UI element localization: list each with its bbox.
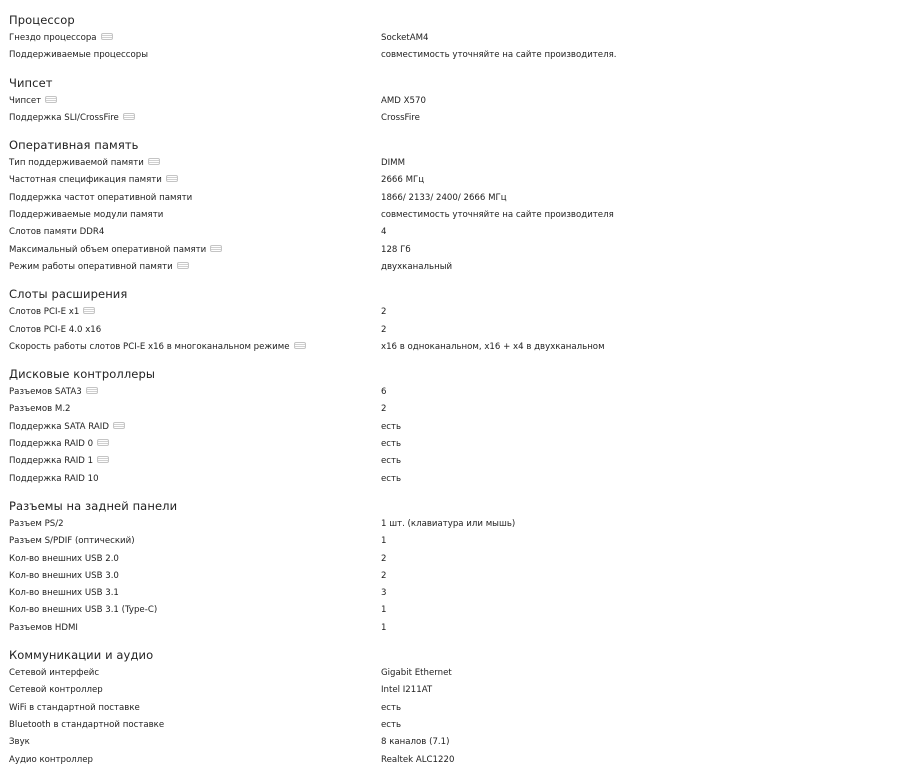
spec-row <box>9 533 904 550</box>
spec-row <box>9 620 904 637</box>
spec-name: Слотов PCI-E x1 <box>9 307 80 318</box>
spec-value: 2 <box>381 553 387 564</box>
spec-name: Звук <box>9 737 30 748</box>
spec-value: SocketAM4 <box>381 33 429 43</box>
spec-name-cell <box>9 453 381 470</box>
spec-name: Поддержка частот оперативной памяти <box>9 192 193 203</box>
spec-row <box>9 304 904 321</box>
section-rows <box>9 384 904 488</box>
hint-icon[interactable] <box>113 422 125 429</box>
spec-section <box>9 74 904 128</box>
spec-name-cell <box>9 436 381 453</box>
spec-name-cell <box>9 602 381 619</box>
spec-section <box>9 497 904 637</box>
hint-icon[interactable] <box>101 33 113 40</box>
spec-value: есть <box>381 456 402 467</box>
spec-row <box>9 436 904 453</box>
spec-name: Слотов PCI-E 4.0 x16 <box>9 324 102 335</box>
spec-row <box>9 752 904 769</box>
spec-name-cell <box>9 172 381 189</box>
spec-name-cell <box>9 384 381 401</box>
spec-value: совместимость уточняйте на сайте производителя <box>381 210 614 221</box>
spec-value: 4 <box>381 227 387 238</box>
section-rows <box>9 516 904 637</box>
spec-name-cell <box>9 700 381 717</box>
hint-icon[interactable] <box>97 456 109 463</box>
spec-row <box>9 453 904 470</box>
spec-name-cell <box>9 155 381 172</box>
spec-row <box>9 155 904 172</box>
section-title: Разъемы на задней панели <box>9 498 178 513</box>
hint-icon[interactable] <box>148 158 160 165</box>
spec-section <box>9 11 904 65</box>
spec-name: Аудио контроллер <box>9 754 93 765</box>
spec-name: Разъемов M.2 <box>9 404 71 415</box>
spec-section <box>9 285 904 356</box>
section-title: Процессор <box>9 13 75 27</box>
spec-name: Bluetooth в стандартной поставке <box>9 719 165 730</box>
spec-value: 2 <box>381 570 387 581</box>
hint-icon[interactable] <box>97 439 109 446</box>
spec-row <box>9 207 904 224</box>
spec-name: Максимальный объем оперативной памяти <box>9 244 207 255</box>
spec-value: x16 в одноканальном, x16 + x4 в двухканальном <box>381 341 605 352</box>
spec-row <box>9 30 904 47</box>
spec-row <box>9 682 904 699</box>
spec-value: 1 <box>381 622 387 633</box>
spec-value: Intel I211AT <box>381 685 433 696</box>
section-rows <box>9 155 904 276</box>
hint-icon[interactable] <box>210 245 222 252</box>
spec-value: 2 <box>381 324 387 335</box>
spec-section <box>9 136 904 276</box>
spec-name: Скорость работы слотов PCI-E x16 в многоканальном режиме <box>9 341 290 352</box>
spec-value: 1 <box>381 605 387 616</box>
spec-name-cell <box>9 419 381 436</box>
spec-name: Чипсет <box>9 95 42 106</box>
section-rows <box>9 30 904 65</box>
section-rows <box>9 665 904 769</box>
spec-value: AMD X570 <box>381 95 426 106</box>
spec-value: есть <box>381 719 402 730</box>
section-title: Оперативная память <box>9 138 139 153</box>
spec-name-cell <box>9 717 381 734</box>
spec-value: 1866/ 2133/ 2400/ 2666 МГц <box>381 192 507 203</box>
spec-row <box>9 47 904 64</box>
spec-row <box>9 401 904 418</box>
spec-name-cell <box>9 224 381 241</box>
spec-name: Частотная спецификация памяти <box>9 175 162 186</box>
spec-name-cell <box>9 110 381 127</box>
spec-row <box>9 322 904 339</box>
spec-name: Поддержка RAID 0 <box>9 439 94 450</box>
spec-row <box>9 93 904 110</box>
spec-value: 1 <box>381 536 387 547</box>
spec-row <box>9 551 904 568</box>
spec-name: Кол-во внешних USB 3.1 (Type-C) <box>9 605 158 616</box>
spec-row <box>9 190 904 207</box>
spec-name-cell <box>9 93 381 110</box>
spec-row <box>9 224 904 241</box>
spec-name: Кол-во внешних USB 2.0 <box>9 553 119 564</box>
spec-name: WiFi в стандартной поставке <box>9 702 140 713</box>
spec-name-cell <box>9 190 381 207</box>
spec-name-cell <box>9 568 381 585</box>
spec-value: 2 <box>381 404 387 415</box>
spec-name: Поддерживаемые модули памяти <box>9 210 164 221</box>
spec-value: совместимость уточняйте на сайте производителя. <box>381 50 617 61</box>
spec-row <box>9 339 904 356</box>
spec-value: 3 <box>381 588 387 599</box>
hint-icon[interactable] <box>86 387 98 394</box>
spec-value: есть <box>381 439 402 450</box>
spec-value: CrossFire <box>381 112 420 123</box>
spec-name-cell <box>9 585 381 602</box>
spec-value: двухканальный <box>381 261 453 272</box>
spec-name: Разъемов HDMI <box>9 622 78 633</box>
spec-name: Режим работы оперативной памяти <box>9 261 173 272</box>
section-rows <box>9 93 904 128</box>
spec-name: Гнездо процессора <box>9 33 97 43</box>
spec-name-cell <box>9 339 381 356</box>
spec-name: Поддержка RAID 1 <box>9 456 94 467</box>
spec-row <box>9 585 904 602</box>
spec-name-cell <box>9 242 381 259</box>
spec-name-cell <box>9 47 381 64</box>
spec-value: 6 <box>381 387 387 398</box>
spec-value: 2666 МГц <box>381 175 425 186</box>
spec-name: Кол-во внешних USB 3.1 <box>9 588 119 599</box>
spec-name: Поддерживаемые процессоры <box>9 50 148 61</box>
section-title: Коммуникации и аудио <box>9 648 154 663</box>
spec-name: Кол-во внешних USB 3.0 <box>9 570 119 581</box>
spec-name: Сетевой контроллер <box>9 685 103 696</box>
spec-name: Поддержка SLI/CrossFire <box>9 112 119 123</box>
spec-value: DIMM <box>381 158 405 169</box>
spec-name-cell <box>9 682 381 699</box>
spec-value: 128 Гб <box>381 244 411 255</box>
spec-name-cell <box>9 665 381 682</box>
spec-name-cell <box>9 401 381 418</box>
spec-row <box>9 602 904 619</box>
hint-icon[interactable] <box>83 307 95 314</box>
spec-name-cell <box>9 471 381 488</box>
spec-name: Разъемов SATA3 <box>9 387 82 398</box>
spec-name: Поддержка RAID 10 <box>9 473 99 484</box>
spec-name: Тип поддерживаемой памяти <box>9 158 144 169</box>
section-title: Дисковые контроллеры <box>9 367 156 382</box>
spec-row <box>9 172 904 189</box>
spec-value: 1 шт. (клавиатура или мышь) <box>381 518 516 529</box>
spec-name: Разъем S/PDIF (оптический) <box>9 536 135 547</box>
spec-value: Gigabit Ethernet <box>381 668 452 679</box>
section-title: Слоты расширения <box>9 287 128 302</box>
spec-name-cell <box>9 620 381 637</box>
hint-icon[interactable] <box>166 175 178 182</box>
spec-value: 8 каналов (7.1) <box>381 737 450 748</box>
spec-name: Поддержка SATA RAID <box>9 421 109 432</box>
spec-value: есть <box>381 473 402 484</box>
spec-row <box>9 242 904 259</box>
spec-row <box>9 717 904 734</box>
spec-row <box>9 516 904 533</box>
spec-name-cell <box>9 207 381 224</box>
spec-name-cell <box>9 734 381 751</box>
spec-row <box>9 419 904 436</box>
spec-name: Слотов памяти DDR4 <box>9 227 105 238</box>
spec-row <box>9 471 904 488</box>
spec-name-cell <box>9 259 381 276</box>
spec-section <box>9 646 904 769</box>
spec-name-cell <box>9 304 381 321</box>
spec-name-cell <box>9 551 381 568</box>
spec-name-cell <box>9 30 381 47</box>
spec-row <box>9 734 904 751</box>
spec-name-cell <box>9 516 381 533</box>
spec-row <box>9 568 904 585</box>
spec-row <box>9 700 904 717</box>
spec-value: есть <box>381 702 402 713</box>
spec-value: 2 <box>381 307 387 318</box>
spec-name-cell <box>9 533 381 550</box>
spec-row <box>9 110 904 127</box>
spec-row <box>9 384 904 401</box>
spec-name-cell <box>9 322 381 339</box>
spec-value: есть <box>381 421 402 432</box>
spec-row <box>9 259 904 276</box>
section-title: Чипсет <box>9 75 53 90</box>
hint-icon[interactable] <box>177 262 189 269</box>
hint-icon[interactable] <box>45 96 57 103</box>
spec-section <box>9 365 904 488</box>
hint-icon[interactable] <box>123 113 135 120</box>
spec-row <box>9 665 904 682</box>
hint-icon[interactable] <box>294 342 306 349</box>
spec-name: Разъем PS/2 <box>9 518 64 529</box>
section-rows <box>9 304 904 356</box>
spec-name: Сетевой интерфейс <box>9 668 100 679</box>
spec-value: Realtek ALC1220 <box>381 754 455 765</box>
spec-name-cell <box>9 752 381 769</box>
